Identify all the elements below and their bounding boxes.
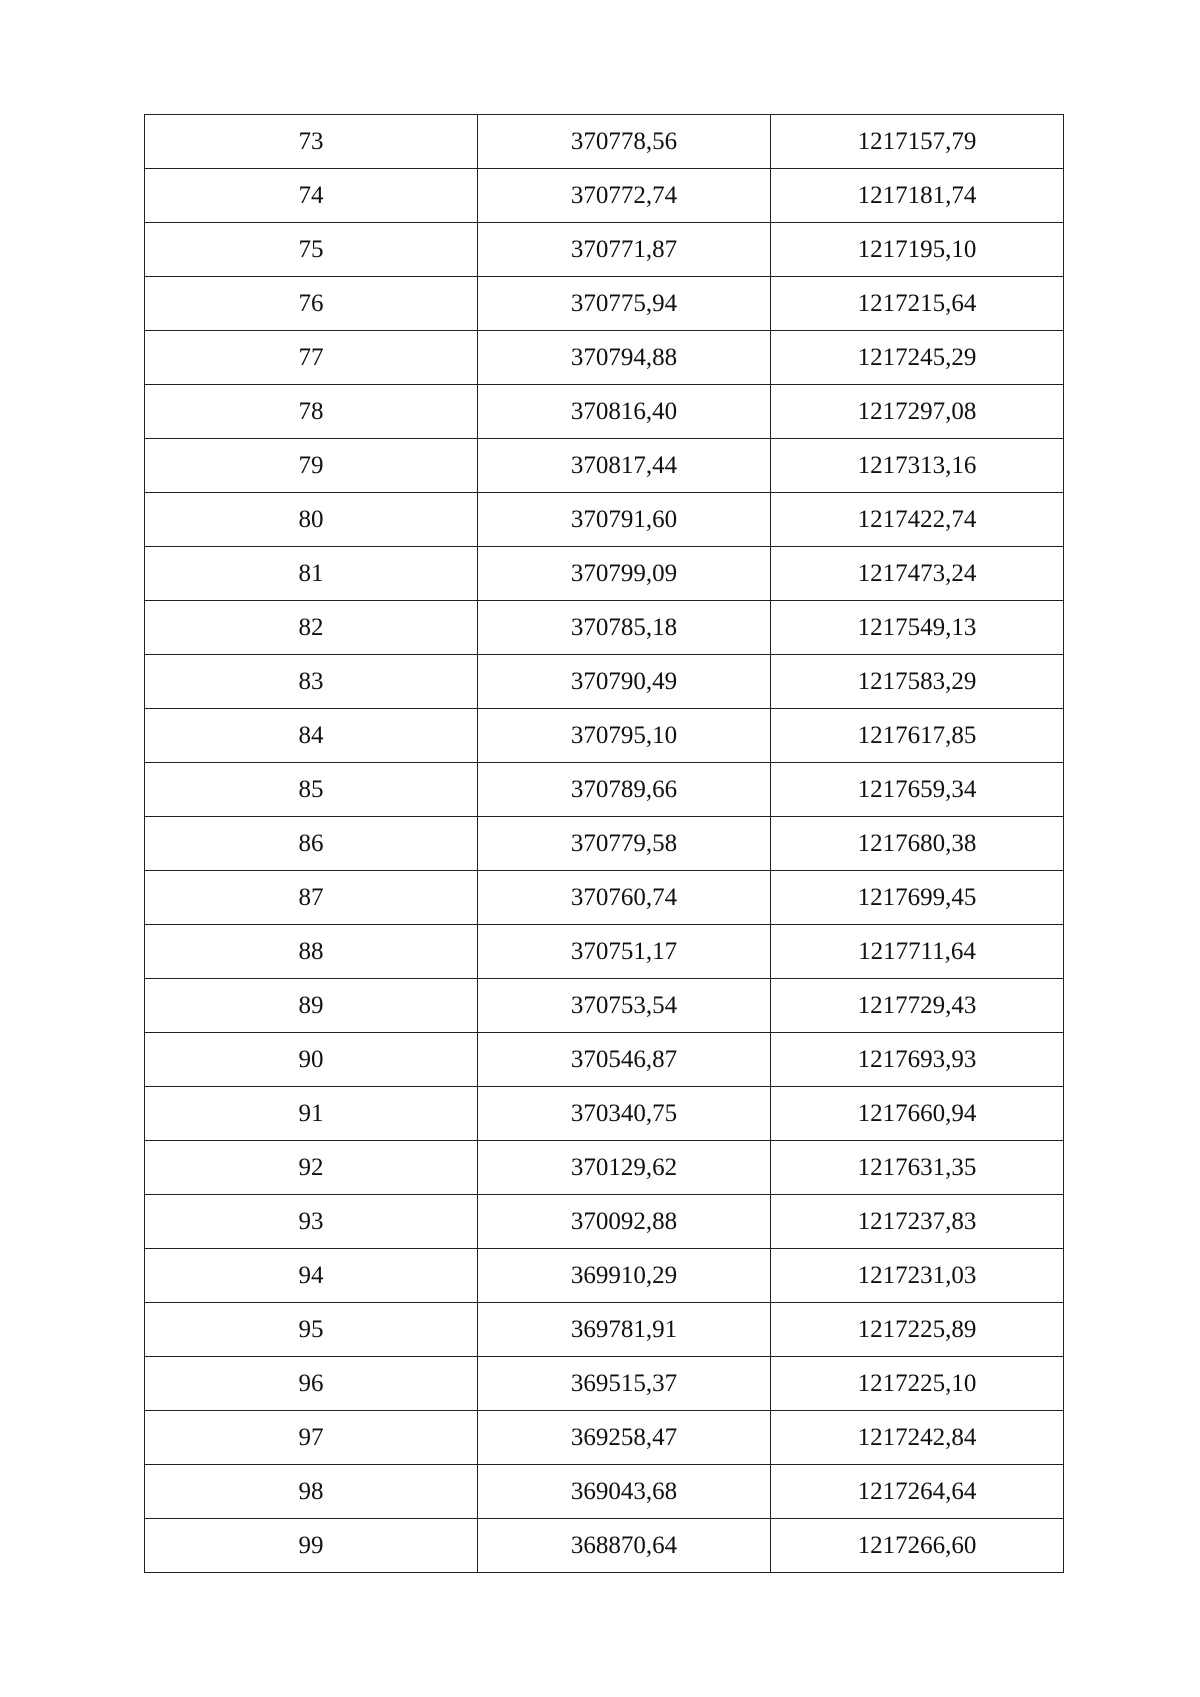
y-coordinate-cell: 1217157,79: [771, 115, 1064, 169]
point-number-cell: 76: [145, 277, 478, 331]
point-number-cell: 89: [145, 979, 478, 1033]
point-number-cell: 86: [145, 817, 478, 871]
y-coordinate-cell: 1217660,94: [771, 1087, 1064, 1141]
point-number-cell: 84: [145, 709, 478, 763]
x-coordinate-cell: 370799,09: [478, 547, 771, 601]
x-coordinate-cell: 370546,87: [478, 1033, 771, 1087]
x-coordinate-cell: 369043,68: [478, 1465, 771, 1519]
x-coordinate-cell: 369515,37: [478, 1357, 771, 1411]
y-coordinate-cell: 1217422,74: [771, 493, 1064, 547]
x-coordinate-cell: 369258,47: [478, 1411, 771, 1465]
y-coordinate-cell: 1217680,38: [771, 817, 1064, 871]
x-coordinate-cell: 370775,94: [478, 277, 771, 331]
x-coordinate-cell: 370771,87: [478, 223, 771, 277]
point-number-cell: 81: [145, 547, 478, 601]
point-number-cell: 85: [145, 763, 478, 817]
y-coordinate-cell: 1217181,74: [771, 169, 1064, 223]
table-row: [145, 115, 1064, 169]
point-number-cell: 94: [145, 1249, 478, 1303]
x-coordinate-cell: 370772,74: [478, 169, 771, 223]
y-coordinate-cell: 1217195,10: [771, 223, 1064, 277]
y-coordinate-cell: 1217729,43: [771, 979, 1064, 1033]
point-number-cell: 90: [145, 1033, 478, 1087]
y-coordinate-cell: 1217264,64: [771, 1465, 1064, 1519]
table-row: [145, 1303, 1064, 1357]
point-number-cell: 92: [145, 1141, 478, 1195]
x-coordinate-cell: 370340,75: [478, 1087, 771, 1141]
y-coordinate-cell: 1217266,60: [771, 1519, 1064, 1573]
y-coordinate-cell: 1217237,83: [771, 1195, 1064, 1249]
y-coordinate-cell: 1217617,85: [771, 709, 1064, 763]
x-coordinate-cell: 370795,10: [478, 709, 771, 763]
x-coordinate-cell: 370817,44: [478, 439, 771, 493]
table-row: [145, 1195, 1064, 1249]
point-number-cell: 79: [145, 439, 478, 493]
x-coordinate-cell: 370816,40: [478, 385, 771, 439]
point-number-cell: 95: [145, 1303, 478, 1357]
y-coordinate-cell: 1217225,89: [771, 1303, 1064, 1357]
point-number-cell: 73: [145, 115, 478, 169]
point-number-cell: 91: [145, 1087, 478, 1141]
point-number-cell: 88: [145, 925, 478, 979]
point-number-cell: 83: [145, 655, 478, 709]
point-number-cell: 97: [145, 1411, 478, 1465]
table-row: [145, 1519, 1064, 1573]
table-row: [145, 439, 1064, 493]
point-number-cell: 87: [145, 871, 478, 925]
coordinates-table: [144, 114, 1064, 1573]
table-row: [145, 709, 1064, 763]
point-number-cell: 98: [145, 1465, 478, 1519]
table-row: [145, 547, 1064, 601]
y-coordinate-cell: 1217215,64: [771, 277, 1064, 331]
x-coordinate-cell: 370791,60: [478, 493, 771, 547]
point-number-cell: 99: [145, 1519, 478, 1573]
y-coordinate-cell: 1217473,24: [771, 547, 1064, 601]
point-number-cell: 93: [145, 1195, 478, 1249]
table-row: [145, 655, 1064, 709]
table-row: [145, 331, 1064, 385]
coordinates-table-body: [145, 115, 1064, 1573]
y-coordinate-cell: 1217699,45: [771, 871, 1064, 925]
table-row: [145, 385, 1064, 439]
x-coordinate-cell: 370129,62: [478, 1141, 771, 1195]
x-coordinate-cell: 369910,29: [478, 1249, 771, 1303]
table-row: [145, 763, 1064, 817]
table-row: [145, 1465, 1064, 1519]
y-coordinate-cell: 1217693,93: [771, 1033, 1064, 1087]
table-row: [145, 1087, 1064, 1141]
table-row: [145, 1357, 1064, 1411]
y-coordinate-cell: 1217631,35: [771, 1141, 1064, 1195]
x-coordinate-cell: 370794,88: [478, 331, 771, 385]
table-row: [145, 493, 1064, 547]
point-number-cell: 96: [145, 1357, 478, 1411]
point-number-cell: 82: [145, 601, 478, 655]
table-row: [145, 223, 1064, 277]
y-coordinate-cell: 1217242,84: [771, 1411, 1064, 1465]
table-row: [145, 601, 1064, 655]
x-coordinate-cell: 368870,64: [478, 1519, 771, 1573]
y-coordinate-cell: 1217297,08: [771, 385, 1064, 439]
point-number-cell: 78: [145, 385, 478, 439]
y-coordinate-cell: 1217225,10: [771, 1357, 1064, 1411]
y-coordinate-cell: 1217231,03: [771, 1249, 1064, 1303]
table-row: [145, 1249, 1064, 1303]
y-coordinate-cell: 1217583,29: [771, 655, 1064, 709]
table-row: [145, 1033, 1064, 1087]
y-coordinate-cell: 1217245,29: [771, 331, 1064, 385]
x-coordinate-cell: 370779,58: [478, 817, 771, 871]
y-coordinate-cell: 1217711,64: [771, 925, 1064, 979]
y-coordinate-cell: 1217313,16: [771, 439, 1064, 493]
x-coordinate-cell: 370753,54: [478, 979, 771, 1033]
table-row: [145, 925, 1064, 979]
table-row: [145, 1141, 1064, 1195]
x-coordinate-cell: 370789,66: [478, 763, 771, 817]
x-coordinate-cell: 370785,18: [478, 601, 771, 655]
x-coordinate-cell: 370790,49: [478, 655, 771, 709]
point-number-cell: 75: [145, 223, 478, 277]
table-row: [145, 817, 1064, 871]
x-coordinate-cell: 369781,91: [478, 1303, 771, 1357]
y-coordinate-cell: 1217549,13: [771, 601, 1064, 655]
point-number-cell: 74: [145, 169, 478, 223]
table-row: [145, 277, 1064, 331]
x-coordinate-cell: 370778,56: [478, 115, 771, 169]
table-row: [145, 169, 1064, 223]
x-coordinate-cell: 370751,17: [478, 925, 771, 979]
table-row: [145, 871, 1064, 925]
y-coordinate-cell: 1217659,34: [771, 763, 1064, 817]
table-row: [145, 979, 1064, 1033]
x-coordinate-cell: 370092,88: [478, 1195, 771, 1249]
point-number-cell: 80: [145, 493, 478, 547]
table-row: [145, 1411, 1064, 1465]
x-coordinate-cell: 370760,74: [478, 871, 771, 925]
point-number-cell: 77: [145, 331, 478, 385]
